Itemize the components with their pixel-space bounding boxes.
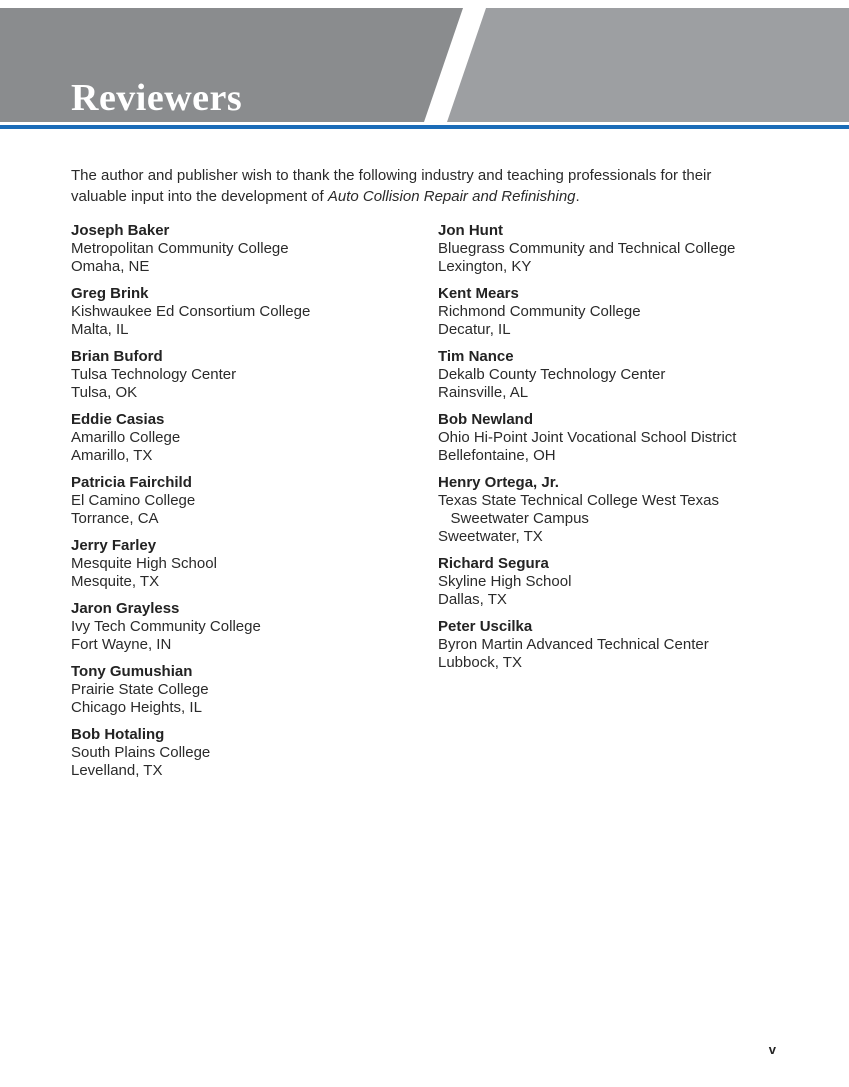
reviewer-detail-line: Mesquite, TX xyxy=(71,573,160,590)
reviewer-name: Joseph Baker xyxy=(71,222,170,239)
reviewer-detail-line: Mesquite High School xyxy=(71,555,217,572)
reviewer-name: Peter Uscilka xyxy=(438,618,533,635)
reviewer-name: Jon Hunt xyxy=(438,222,503,239)
reviewer-column-left xyxy=(71,222,438,789)
reviewer-detail-line: Torrance, CA xyxy=(71,510,159,527)
reviewer-entry xyxy=(71,285,438,339)
reviewer-detail-line: Dallas, TX xyxy=(438,591,507,608)
reviewer-detail-line: Kishwaukee Ed Consortium College xyxy=(71,303,311,320)
reviewer-detail-line: Lubbock, TX xyxy=(438,654,522,671)
reviewer-detail-line: Decatur, IL xyxy=(438,321,511,338)
reviewer-column-right xyxy=(438,222,791,789)
page-banner xyxy=(0,8,849,122)
reviewer-name: Bob Newland xyxy=(438,411,534,428)
reviewer-name: Tim Nance xyxy=(438,348,514,365)
reviewer-detail-line: Bellefontaine, OH xyxy=(438,447,556,464)
reviewer-detail-line: Ohio Hi-Point Joint Vocational School District xyxy=(438,429,737,446)
reviewer-entry xyxy=(71,663,438,717)
reviewer-detail-line: Fort Wayne, IN xyxy=(71,636,172,653)
reviewer-entry xyxy=(71,222,438,276)
reviewer-detail-line: Texas State Technical College West Texas xyxy=(438,492,719,509)
reviewer-entry xyxy=(438,618,791,672)
reviewer-name: Richard Segura xyxy=(438,555,549,572)
page-number: v xyxy=(768,1042,776,1057)
reviewer-detail-line: Chicago Heights, IL xyxy=(71,699,202,716)
reviewer-detail-line: Sweetwater Campus xyxy=(438,510,589,527)
intro-suffix: . xyxy=(575,188,580,205)
reviewer-name: Jerry Farley xyxy=(71,537,157,554)
reviewer-entry xyxy=(71,348,438,402)
reviewer-detail-line: Rainsville, AL xyxy=(438,384,529,401)
reviewer-name: Patricia Fairchild xyxy=(71,474,192,491)
reviewer-detail-line: Tulsa Technology Center xyxy=(71,366,237,383)
intro-text: The author and publisher wish to thank the following industry and teaching professionals for their valuable input into the development of xyxy=(71,167,712,205)
reviewer-entry xyxy=(71,411,438,465)
reviewer-entry xyxy=(71,474,438,528)
reviewer-detail-line: Ivy Tech Community College xyxy=(71,618,261,635)
banner-shape-right xyxy=(447,8,849,122)
reviewer-name: Henry Ortega, Jr. xyxy=(438,474,559,491)
reviewer-detail-line: Malta, IL xyxy=(71,321,129,338)
reviewer-name: Jaron Grayless xyxy=(71,600,180,617)
intro-paragraph xyxy=(71,165,765,207)
reviewer-detail-line: Tulsa, OK xyxy=(71,384,138,401)
reviewer-name: Bob Hotaling xyxy=(71,726,165,743)
reviewer-detail-line: Dekalb County Technology Center xyxy=(438,366,666,383)
reviewer-detail-line: Richmond Community College xyxy=(438,303,641,320)
reviewer-detail-line: Byron Martin Advanced Technical Center xyxy=(438,636,709,653)
book-title-italic: Auto Collision Repair and Refinishing xyxy=(327,188,576,205)
reviewer-entry xyxy=(71,726,438,780)
reviewer-detail-line: Lexington, KY xyxy=(438,258,532,275)
reviewer-entry xyxy=(438,222,791,276)
reviewer-columns xyxy=(71,222,791,789)
reviewer-name: Eddie Casias xyxy=(71,411,165,428)
reviewer-name: Tony Gumushian xyxy=(71,663,193,680)
reviewer-detail-line: Levelland, TX xyxy=(71,762,163,779)
reviewer-entry xyxy=(71,537,438,591)
reviewer-detail-line: El Camino College xyxy=(71,492,196,509)
reviewer-name: Greg Brink xyxy=(71,285,149,302)
reviewer-entry xyxy=(71,600,438,654)
reviewer-detail-line: Prairie State College xyxy=(71,681,209,698)
reviewer-detail-line: Skyline High School xyxy=(438,573,572,590)
reviewer-detail-line: South Plains College xyxy=(71,744,211,761)
reviewer-entry xyxy=(438,474,791,546)
reviewer-entry xyxy=(438,285,791,339)
reviewer-entry xyxy=(438,348,791,402)
reviewer-detail-line: Bluegrass Community and Technical College xyxy=(438,240,736,257)
reviewer-entry xyxy=(438,555,791,609)
reviewer-name: Kent Mears xyxy=(438,285,519,302)
reviewer-detail-line: Omaha, NE xyxy=(71,258,150,275)
reviewer-detail-line: Sweetwater, TX xyxy=(438,528,543,545)
reviewer-detail-line: Metropolitan Community College xyxy=(71,240,289,257)
reviewer-detail-line: Amarillo, TX xyxy=(71,447,153,464)
reviewer-name: Brian Buford xyxy=(71,348,163,365)
page-title: Reviewers xyxy=(71,77,243,119)
reviewer-entry xyxy=(438,411,791,465)
blue-rule xyxy=(0,125,849,129)
reviewer-detail-line: Amarillo College xyxy=(71,429,181,446)
